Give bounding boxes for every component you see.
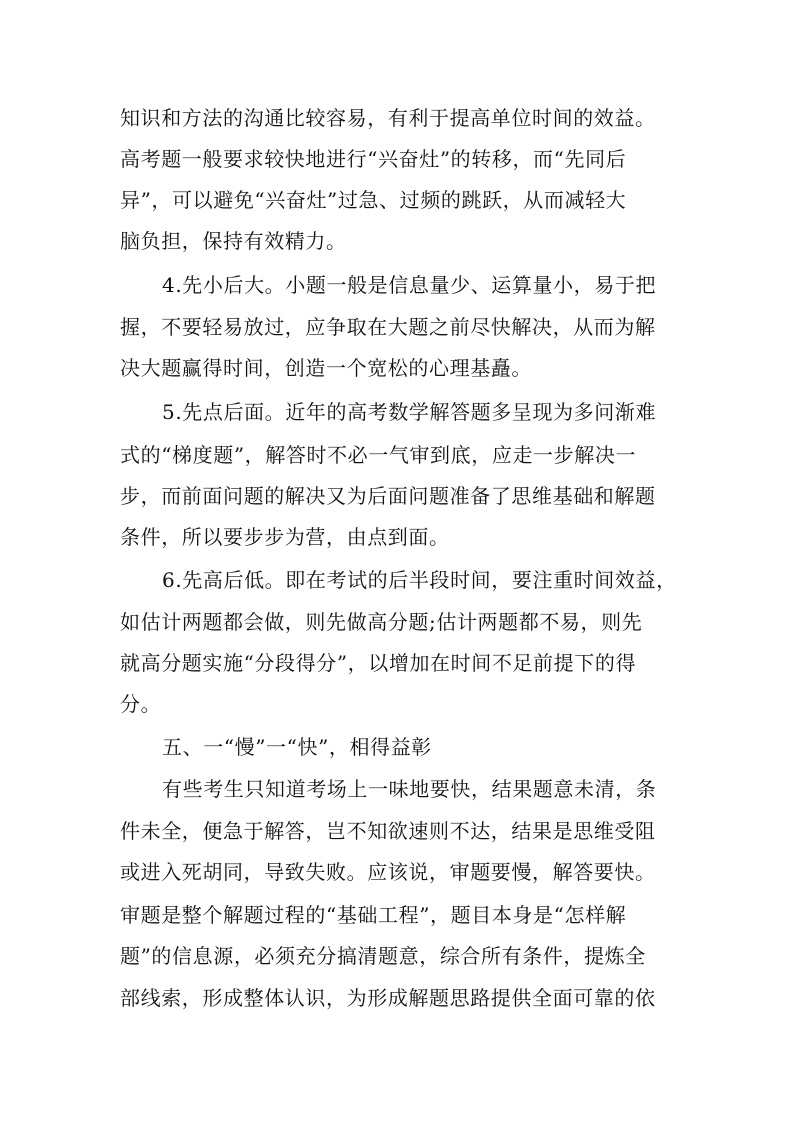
text-line-15: 分。 bbox=[120, 692, 162, 716]
text-line-2: 高考题一般要求较快地进行“兴奋灶”的转移，而“先同后 bbox=[120, 147, 627, 171]
text-line-18: 件未全，便急于解答，岂不知欲速则不达，结果是思维受阻 bbox=[120, 819, 656, 843]
text-line-21: 题”的信息源，必须充分搞清题意，综合所有条件，提炼全 bbox=[120, 944, 646, 968]
text-line-5: 4.先小后大。小题一般是信息量少、运算量小，易于把 bbox=[162, 273, 657, 297]
section-heading: 五、一“慢”一“快”，相得益彰 bbox=[162, 735, 432, 759]
text-line-9: 式的“梯度题”，解答时不必一气审到底，应走一步解决一 bbox=[120, 443, 637, 467]
text-line-6: 握，不要轻易放过，应争取在大题之前尽快解决，从而为解 bbox=[120, 315, 656, 339]
text-line-4: 脑负担，保持有效精力。 bbox=[120, 229, 347, 253]
text-line-12: 6.先高后低。即在考试的后半段时间，要注重时间效益， bbox=[162, 568, 677, 592]
text-line-13: 如估计两题都会做，则先做高分题;估计两题都不易，则先 bbox=[120, 610, 643, 634]
text-line-1: 知识和方法的沟通比较容易，有利于提高单位时间的效益。 bbox=[120, 106, 656, 130]
text-line-17: 有些考生只知道考场上一味地要快，结果题意未清，条 bbox=[162, 777, 657, 801]
text-line-20: 审题是整个解题过程的“基础工程”，题目本身是“怎样解 bbox=[120, 903, 627, 927]
text-line-7: 决大题赢得时间，创造一个宽松的心理基矗。 bbox=[120, 356, 532, 380]
text-line-3: 异”，可以避免“兴奋灶”过急、过频的跳跃，从而减轻大 bbox=[120, 188, 627, 212]
text-line-14: 就高分题实施“分段得分”，以增加在时间不足前提下的得 bbox=[120, 651, 637, 675]
text-line-19: 或进入死胡同，导致失败。应该说，审题要慢，解答要快。 bbox=[120, 860, 656, 884]
text-line-22: 部线索，形成整体认识，为形成解题思路提供全面可靠的依 bbox=[120, 986, 656, 1010]
text-line-11: 条件，所以要步步为营，由点到面。 bbox=[120, 525, 450, 549]
text-line-10: 步，而前面问题的解决又为后面问题准备了思维基础和解题 bbox=[120, 484, 656, 508]
text-line-8: 5.先点后面。近年的高考数学解答题多呈现为多问渐难 bbox=[162, 400, 657, 424]
